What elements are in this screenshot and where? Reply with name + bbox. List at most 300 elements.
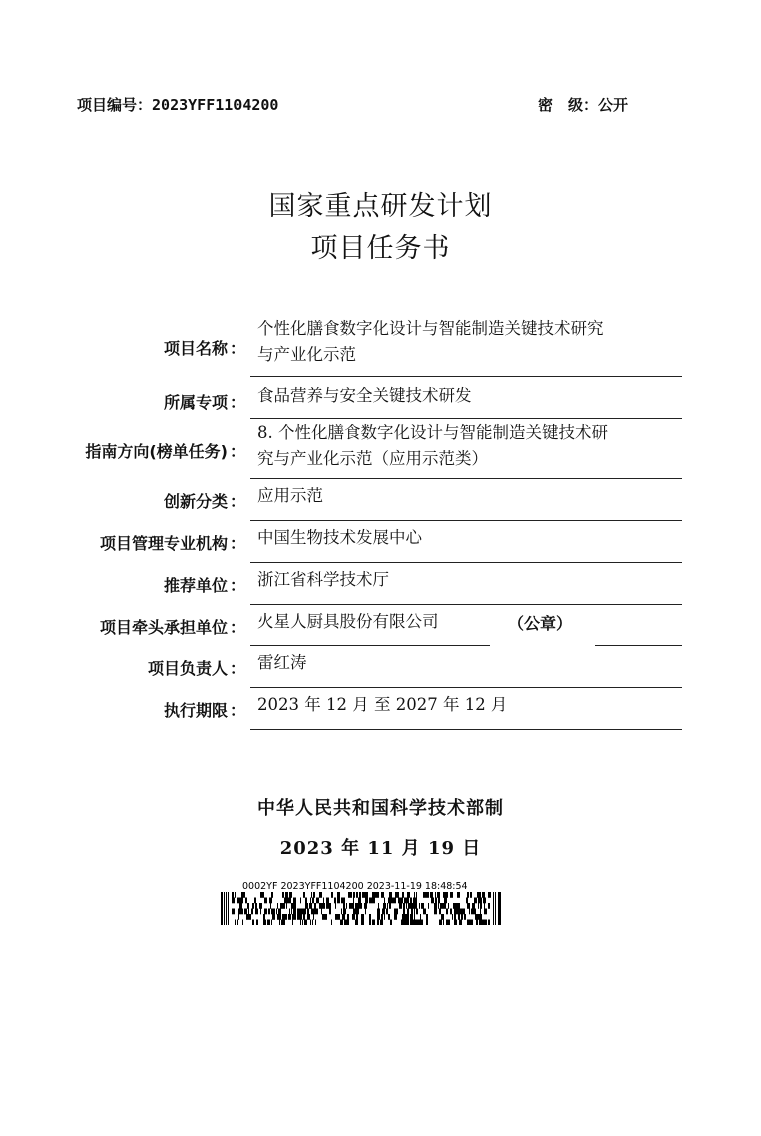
barcode-module xyxy=(323,903,325,909)
barcode-guard-bar xyxy=(221,892,223,925)
barcode-module xyxy=(410,920,411,926)
barcode-module xyxy=(450,909,452,915)
barcode-module xyxy=(346,903,347,909)
barcode-guard-bar xyxy=(495,892,496,925)
barcode-module xyxy=(417,920,420,926)
barcode-module xyxy=(239,903,242,909)
barcode-module xyxy=(295,914,296,920)
barcode-module xyxy=(435,892,436,898)
barcode-module xyxy=(284,920,285,926)
barcode-module xyxy=(440,903,443,909)
field-colon: ： xyxy=(230,393,247,412)
barcode-module xyxy=(284,914,287,920)
barcode-module xyxy=(359,892,361,898)
barcode-module xyxy=(467,903,469,909)
barcode-module xyxy=(414,914,415,920)
barcode-module xyxy=(291,909,292,915)
document-title-line2: 项目任务书 xyxy=(310,233,451,264)
barcode-module xyxy=(260,892,261,898)
barcode-module xyxy=(378,903,379,909)
barcode-module xyxy=(479,914,480,920)
barcode-module xyxy=(407,909,409,915)
field-value-line: 与产业化示范 xyxy=(257,345,356,364)
barcode-module xyxy=(326,898,327,904)
barcode-module xyxy=(394,914,397,920)
barcode-module xyxy=(327,898,329,904)
barcode-module xyxy=(270,903,271,909)
barcode-module xyxy=(249,914,251,920)
barcode-module xyxy=(380,920,383,926)
barcode-module xyxy=(411,920,414,926)
barcode-module xyxy=(288,914,291,920)
field-colon: ： xyxy=(230,701,247,720)
barcode-module xyxy=(319,892,322,898)
barcode-module xyxy=(313,892,315,898)
barcode-module xyxy=(406,914,409,920)
field-value-line: 2023 年 12 月 至 2027 年 12 月 xyxy=(257,695,508,714)
field-value-line: 应用示范 xyxy=(257,486,323,505)
barcode-module xyxy=(238,914,239,920)
barcode-module xyxy=(340,920,343,926)
barcode-module xyxy=(401,920,404,926)
barcode-module xyxy=(308,914,310,920)
barcode-module xyxy=(304,920,306,926)
barcode-module xyxy=(416,898,417,904)
barcode-module xyxy=(305,898,306,904)
field-label-execution-period: 执行期限 xyxy=(163,701,228,720)
barcode-module xyxy=(351,892,352,898)
field-value-line: 个性化膳食数字化设计与智能制造关键技术研究 xyxy=(257,319,604,338)
barcode-module xyxy=(237,920,238,926)
barcode-module xyxy=(240,909,243,915)
barcode-module xyxy=(440,920,442,926)
barcode-module xyxy=(347,914,349,920)
barcode-module xyxy=(271,909,272,915)
underline xyxy=(250,562,682,563)
barcode-module xyxy=(358,903,360,909)
barcode-module xyxy=(242,892,244,898)
barcode-module xyxy=(323,898,324,904)
barcode-module xyxy=(410,898,412,904)
barcode-module xyxy=(348,892,351,898)
barcode-module xyxy=(308,909,309,915)
barcode-module xyxy=(251,909,253,915)
barcode-module xyxy=(419,903,420,909)
barcode-module xyxy=(384,898,385,904)
barcode-guard-bar xyxy=(226,892,227,925)
barcode-module xyxy=(396,892,399,898)
barcode-module xyxy=(426,892,429,898)
barcode-module xyxy=(416,909,418,915)
barcode-module xyxy=(356,914,358,920)
barcode-module xyxy=(443,892,446,898)
barcode-module xyxy=(335,903,336,909)
barcode-module xyxy=(387,903,388,909)
barcode-module xyxy=(280,903,283,909)
barcode-module xyxy=(307,909,308,915)
field-label-project-name: 项目名称 xyxy=(163,339,228,358)
barcode-module xyxy=(476,920,478,926)
field-value-recommending-unit xyxy=(257,567,683,593)
barcode-module xyxy=(319,903,321,909)
barcode-module xyxy=(478,914,479,920)
barcode-module xyxy=(427,920,428,926)
barcode-module xyxy=(364,903,367,909)
barcode-module xyxy=(374,920,375,926)
project-number xyxy=(77,94,278,115)
barcode-module xyxy=(279,920,280,926)
barcode-module xyxy=(404,920,406,926)
barcode-module xyxy=(310,920,311,926)
barcode-module xyxy=(398,898,400,904)
barcode-module xyxy=(338,914,340,920)
barcode-module xyxy=(344,920,346,926)
barcode-module xyxy=(369,914,371,920)
barcode-module xyxy=(309,903,311,909)
barcode-module xyxy=(331,920,332,926)
barcode-module xyxy=(467,920,470,926)
barcode-module xyxy=(305,903,308,909)
barcode-module xyxy=(265,898,267,904)
barcode-module xyxy=(232,909,235,915)
underline xyxy=(250,520,682,521)
barcode-module xyxy=(369,920,370,926)
barcode-module xyxy=(426,920,427,926)
barcode-module xyxy=(399,903,402,909)
barcode xyxy=(221,892,501,925)
barcode-module xyxy=(252,903,253,909)
barcode-module xyxy=(480,903,482,909)
barcode-module xyxy=(480,909,481,915)
barcode-module xyxy=(241,892,242,898)
barcode-module xyxy=(470,920,473,926)
barcode-module xyxy=(246,914,249,920)
barcode-module xyxy=(325,914,327,920)
barcode-module xyxy=(353,898,354,904)
barcode-module xyxy=(256,920,258,926)
field-value-innovation-category xyxy=(257,483,683,509)
barcode-module xyxy=(356,892,358,898)
barcode-module xyxy=(413,898,416,904)
barcode-module xyxy=(334,898,336,904)
barcode-module xyxy=(400,898,403,904)
barcode-module xyxy=(454,914,456,920)
barcode-module xyxy=(466,898,468,904)
barcode-module xyxy=(247,903,249,909)
barcode-module xyxy=(293,903,296,909)
field-colon: ： xyxy=(230,442,247,461)
barcode-module xyxy=(397,909,398,915)
official-seal-note: （公章） xyxy=(508,614,573,633)
barcode-module xyxy=(313,909,314,915)
barcode-module xyxy=(237,898,240,904)
barcode-module xyxy=(341,909,342,915)
barcode-module xyxy=(332,892,333,898)
barcode-module xyxy=(431,898,434,904)
barcode-module xyxy=(388,898,391,904)
barcode-module xyxy=(268,909,270,915)
document-title-line1: 国家重点研发计划 xyxy=(268,191,493,222)
barcode-module xyxy=(353,909,356,915)
barcode-module xyxy=(461,914,463,920)
barcode-module xyxy=(377,909,380,915)
barcode-module xyxy=(455,903,458,909)
barcode-module xyxy=(381,892,384,898)
barcode-module xyxy=(469,909,470,915)
barcode-module xyxy=(454,909,456,915)
barcode-module xyxy=(453,903,455,909)
barcode-module xyxy=(244,909,247,915)
barcode-module xyxy=(381,914,383,920)
barcode-module xyxy=(272,909,275,915)
barcode-module xyxy=(439,909,441,915)
field-value-line: 火星人厨具股份有限公司 xyxy=(257,612,439,631)
barcode-module xyxy=(389,892,392,898)
barcode-module xyxy=(232,892,234,898)
barcode-module xyxy=(240,898,243,904)
barcode-module xyxy=(470,892,472,898)
barcode-module xyxy=(255,909,258,915)
barcode-module xyxy=(322,914,324,920)
field-colon: ： xyxy=(230,659,247,678)
barcode-module xyxy=(365,898,368,904)
barcode-module xyxy=(312,920,313,926)
barcode-module xyxy=(292,920,293,926)
barcode-module xyxy=(286,903,287,909)
barcode-module xyxy=(313,914,314,920)
field-colon: ： xyxy=(230,576,247,595)
field-label-project-leader: 项目负责人 xyxy=(147,659,228,678)
barcode-module xyxy=(393,898,396,904)
barcode-module xyxy=(384,914,385,920)
barcode-module xyxy=(252,920,254,926)
barcode-module xyxy=(285,898,288,904)
barcode-module xyxy=(271,920,272,926)
barcode-module xyxy=(321,909,322,915)
barcode-module xyxy=(360,903,362,909)
barcode-module xyxy=(365,909,366,915)
field-colon: ： xyxy=(230,339,247,358)
barcode-module xyxy=(283,903,285,909)
underline xyxy=(250,604,682,605)
barcode-module xyxy=(272,914,275,920)
barcode-module xyxy=(488,892,491,898)
barcode-module xyxy=(406,920,409,926)
underline xyxy=(250,478,682,479)
barcode-module xyxy=(285,892,288,898)
barcode-module xyxy=(444,898,447,904)
barcode-module xyxy=(264,909,267,915)
barcode-module xyxy=(316,898,319,904)
barcode-module xyxy=(300,898,301,904)
barcode-module xyxy=(403,903,405,909)
field-label-lead-unit: 项目牵头承担单位 xyxy=(99,618,228,637)
barcode-module xyxy=(452,914,453,920)
barcode-module xyxy=(443,903,446,909)
barcode-module xyxy=(478,898,479,904)
barcode-module xyxy=(474,898,477,904)
barcode-module xyxy=(471,909,473,915)
underline xyxy=(250,729,682,730)
underline xyxy=(250,376,682,377)
barcode-module xyxy=(372,892,374,898)
barcode-module xyxy=(314,903,316,909)
barcode-module xyxy=(306,898,307,904)
barcode-module xyxy=(289,892,292,898)
barcode-module xyxy=(300,909,303,915)
field-colon: ： xyxy=(230,618,247,637)
barcode-module xyxy=(482,892,485,898)
barcode-module xyxy=(382,909,385,915)
barcode-module xyxy=(420,920,423,926)
barcode-guard-bar xyxy=(498,892,501,925)
barcode-module xyxy=(307,914,308,920)
barcode-module xyxy=(423,892,426,898)
barcode-module xyxy=(271,892,273,898)
barcode-module xyxy=(303,909,306,915)
barcode-module xyxy=(349,903,351,909)
barcode-module xyxy=(324,914,325,920)
barcode-module xyxy=(302,920,303,926)
barcode-module xyxy=(284,898,285,904)
field-value-management-agency xyxy=(257,525,683,551)
barcode-module xyxy=(377,914,380,920)
barcode-module xyxy=(248,909,249,915)
barcode-module xyxy=(277,914,279,920)
barcode-module xyxy=(312,898,314,904)
barcode-module xyxy=(372,920,374,926)
barcode-module xyxy=(362,892,365,898)
barcode-module xyxy=(394,909,397,915)
field-value-project-leader xyxy=(257,650,683,676)
field-value-line: 8. 个性化膳食数字化设计与智能制造关键技术研 xyxy=(257,423,608,442)
underline xyxy=(250,645,490,646)
underline xyxy=(250,687,682,688)
barcode-module xyxy=(264,898,265,904)
barcode-module xyxy=(293,898,296,904)
field-value-line: 雷红涛 xyxy=(257,653,307,672)
barcode-module xyxy=(407,892,410,898)
barcode-module xyxy=(463,909,465,915)
field-label-recommending-unit: 推荐单位 xyxy=(163,576,228,595)
barcode-module xyxy=(353,892,355,898)
barcode-module xyxy=(370,920,371,926)
barcode-module xyxy=(448,903,449,909)
project-number-label: 项目编号： xyxy=(77,96,153,114)
barcode-module xyxy=(388,914,390,920)
barcode-module xyxy=(358,898,361,904)
barcode-module xyxy=(261,892,264,898)
barcode-module xyxy=(337,898,340,904)
barcode-module xyxy=(232,898,234,904)
barcode-module xyxy=(300,920,301,926)
barcode-module xyxy=(361,914,364,920)
barcode-module xyxy=(328,903,331,909)
barcode-module xyxy=(464,914,466,920)
barcode-module xyxy=(255,903,257,909)
barcode-module xyxy=(457,892,460,898)
barcode-module xyxy=(311,892,312,898)
field-value-guideline-direction xyxy=(257,420,683,472)
barcode-module xyxy=(303,914,305,920)
barcode-module xyxy=(238,909,240,915)
barcode-module xyxy=(469,903,470,909)
barcode-module xyxy=(327,903,328,909)
barcode-module xyxy=(372,898,375,904)
secrecy-level xyxy=(538,94,628,115)
field-label-innovation-category: 创新分类 xyxy=(163,492,228,511)
field-colon: ： xyxy=(230,492,247,511)
barcode-module xyxy=(484,909,487,915)
barcode-module xyxy=(314,909,317,915)
barcode-module xyxy=(282,914,284,920)
barcode-module xyxy=(369,898,372,904)
barcode-module xyxy=(456,909,459,915)
barcode-module xyxy=(303,892,305,898)
barcode-module xyxy=(390,920,392,926)
field-value-line: 浙江省科学技术厅 xyxy=(257,570,389,589)
barcode-module xyxy=(245,898,247,904)
barcode-module xyxy=(479,898,482,904)
barcode-module xyxy=(402,914,404,920)
barcode-module xyxy=(423,909,426,915)
barcode-caption: 0002YF 2023YFF1104200 2023-11-19 18:48:54 xyxy=(242,881,468,892)
barcode-module xyxy=(377,892,379,898)
barcode-module xyxy=(293,909,296,915)
barcode-module xyxy=(386,909,388,915)
barcode-module xyxy=(406,903,407,909)
barcode-module xyxy=(355,903,358,909)
barcode-module xyxy=(411,903,414,909)
barcode-module xyxy=(408,903,411,909)
barcode-module xyxy=(254,898,256,904)
barcode-module xyxy=(242,920,243,926)
barcode-module xyxy=(289,909,290,915)
barcode-module xyxy=(234,898,235,904)
barcode-module xyxy=(472,903,475,909)
barcode-module xyxy=(292,914,295,920)
barcode-module xyxy=(263,920,266,926)
barcode-module xyxy=(346,920,349,926)
secrecy-label: 密 级： xyxy=(538,96,599,114)
barcode-module xyxy=(438,898,439,904)
field-value-line: 中国生物技术发展中心 xyxy=(257,528,422,547)
barcode-module xyxy=(410,914,413,920)
barcode-module xyxy=(485,920,487,926)
barcode-module xyxy=(235,892,236,898)
field-label-special-program: 所属专项 xyxy=(163,393,228,412)
field-value-lead-unit xyxy=(257,609,683,635)
barcode-module xyxy=(283,892,284,898)
barcode-module xyxy=(488,903,490,909)
barcode-module xyxy=(383,903,386,909)
barcode-module xyxy=(484,903,485,909)
barcode-module xyxy=(414,920,417,926)
barcode-module xyxy=(488,920,490,926)
barcode-module xyxy=(253,903,254,909)
barcode-module xyxy=(326,903,327,909)
field-value-line: 食品营养与安全关键技术研发 xyxy=(257,386,472,405)
barcode-module xyxy=(459,920,462,926)
field-colon: ： xyxy=(230,534,247,553)
field-label-management-agency: 项目管理专业机构 xyxy=(99,534,228,553)
barcode-module xyxy=(297,914,300,920)
barcode-module xyxy=(416,892,417,898)
barcode-guard-bar xyxy=(493,892,494,925)
barcode-module xyxy=(439,898,440,904)
barcode-module xyxy=(395,892,396,898)
barcode-module xyxy=(351,903,354,909)
